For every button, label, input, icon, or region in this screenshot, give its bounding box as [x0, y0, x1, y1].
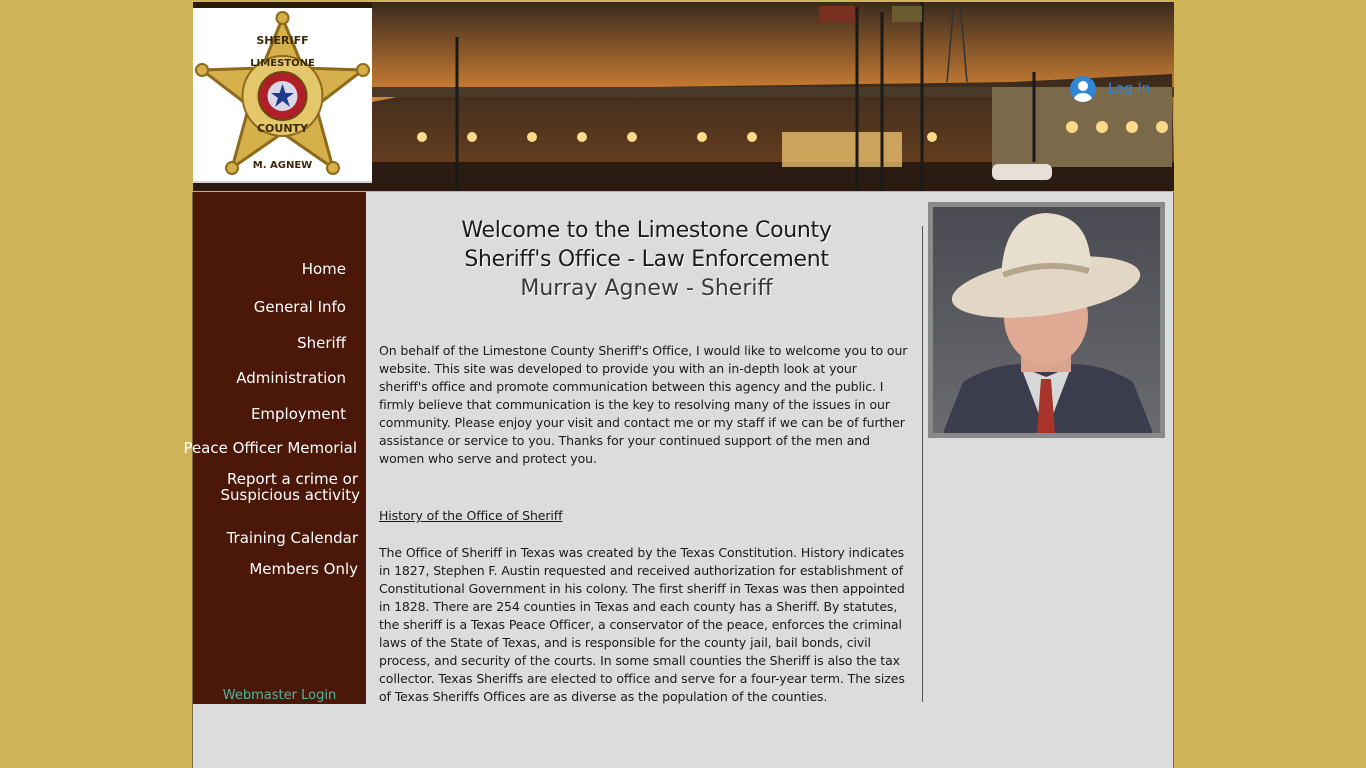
nav-item-general-info[interactable]: General Info — [253, 298, 346, 316]
sidebar-nav — [183, 192, 366, 704]
svg-text:LIMESTONE: LIMESTONE — [250, 58, 315, 69]
history-paragraph: The Office of Sheriff in Texas was created by the Texas Constitution. History indicates in 1827, Stephen F. Austin requested and received authorization for establishment of Constitutional Government in his colony. The first sheriff in Texas was then appointed in 1828. There are 254 counties in Texas and each county has a Sheriff. By statutes, the sheriff is a Texas Peace Officer, a conservator of the peace, enforces the criminal laws of the State of Texas, and is responsible for the county jail, bail bonds, civil process, and security of the courts. In some small counties the Sheriff is also the tax collector. Texas Sheriffs are elected to office and serve for a four-year term. The sizes of Texas Sheriffs Offices are as diverse as the population of the counties. — [379, 545, 905, 704]
page-title-line-1: Welcome to the Limestone County — [461, 218, 832, 243]
content-area — [183, 192, 1173, 768]
nav-item-peace-officer-memorial[interactable]: Peace Officer Memorial — [183, 439, 357, 457]
nav-item-employment[interactable]: Employment — [250, 405, 346, 423]
column-divider — [922, 226, 923, 702]
nav-item-home[interactable]: Home — [301, 260, 346, 278]
site-header — [193, 2, 1174, 191]
nav-item-report-crime[interactable]: Report a crime or — [227, 470, 358, 488]
intro-paragraph: On behalf of the Limestone County Sheriff's Office, I would like to welcome you to our website. This site was developed to provide you with an in-depth look at your sheriff's office and promote communication between this agency and the public. I firmly believe that communication is the key to resolving many of the issues in our community. Please enjoy your visit and contact me or my staff if we can be of further assistance or service to you. Thanks for your continued support of the men and women who serve and protect you. — [379, 343, 908, 466]
sheriff-badge-logo[interactable] — [193, 8, 372, 183]
svg-text:SHERIFF: SHERIFF — [256, 34, 309, 47]
nav-item-suspicious-activity[interactable]: Suspicious activity — [220, 486, 360, 504]
nav-item-members-only[interactable]: Members Only — [249, 560, 358, 578]
nav-item-training-calendar[interactable]: Training Calendar — [226, 529, 358, 547]
webmaster-login-link[interactable]: Webmaster Login — [222, 688, 337, 703]
page-subtitle: Murray Agnew - Sheriff — [520, 276, 773, 301]
sheriff-portrait-frame — [928, 202, 1165, 438]
svg-text:M. AGNEW: M. AGNEW — [252, 160, 313, 171]
welcome-heading — [379, 216, 914, 304]
page-title-line-2: Sheriff's Office - Law Enforcement — [464, 247, 829, 272]
sheriff-portrait-photo — [933, 207, 1160, 433]
login-label: Log In — [1108, 81, 1151, 97]
sheriff-office-building-photo — [372, 2, 1174, 191]
nav-item-administration[interactable]: Administration — [236, 369, 346, 387]
svg-text:COUNTY: COUNTY — [256, 122, 309, 135]
history-heading-link[interactable]: History of the Office of Sheriff — [379, 508, 563, 523]
user-avatar-icon — [1070, 76, 1096, 102]
login-button[interactable] — [1070, 74, 1150, 104]
nav-item-sheriff[interactable]: Sheriff — [297, 334, 346, 352]
